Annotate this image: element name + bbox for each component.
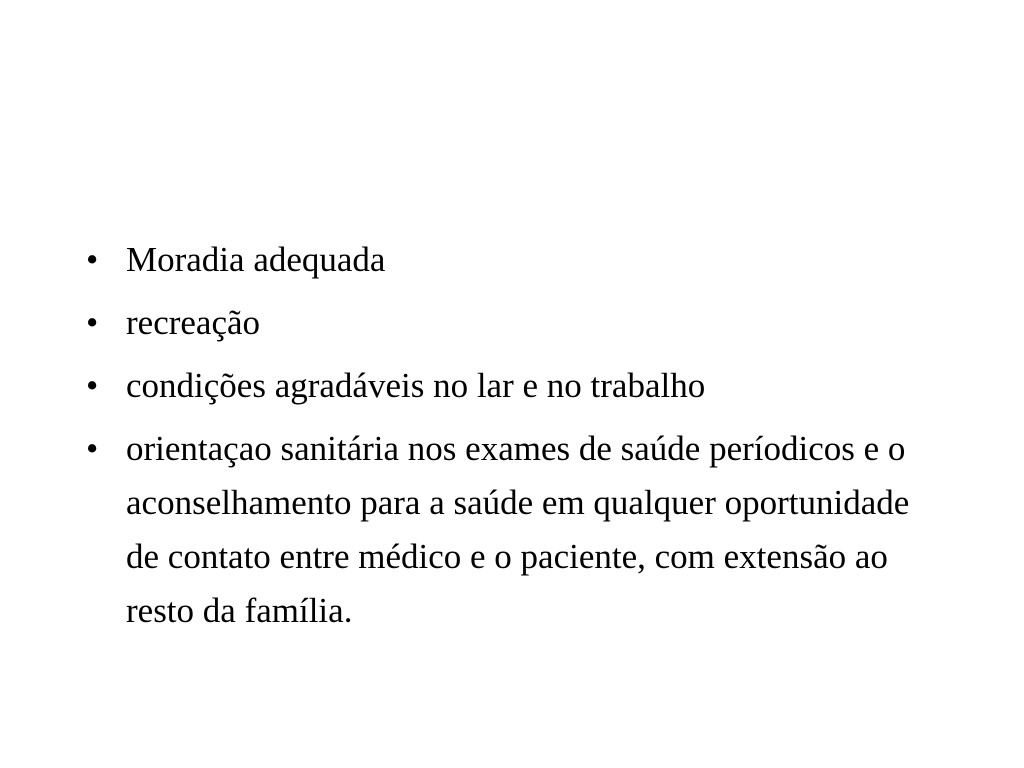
bullet-text: recreação [126, 303, 261, 342]
bullet-text: condições agradáveis no lar e no trabalho [126, 366, 706, 405]
bullet-list [86, 233, 936, 638]
bullet-text: Moradia adequada [126, 240, 386, 279]
bullet-item [86, 359, 936, 413]
bullet-icon: • [86, 303, 99, 342]
bullet-icon: • [86, 366, 99, 405]
bullet-text: orientaçao sanitária nos exames de saúde períodicos e o aconselhamento para a saúde em qualquer oportunidade de contato entre médico e o paciente, com extensão ao resto da família. [126, 429, 910, 630]
bullet-item [86, 233, 936, 287]
bullet-item [86, 296, 936, 350]
bullet-icon: • [86, 240, 99, 279]
bullet-item [86, 422, 936, 638]
bullet-icon: • [86, 429, 99, 468]
